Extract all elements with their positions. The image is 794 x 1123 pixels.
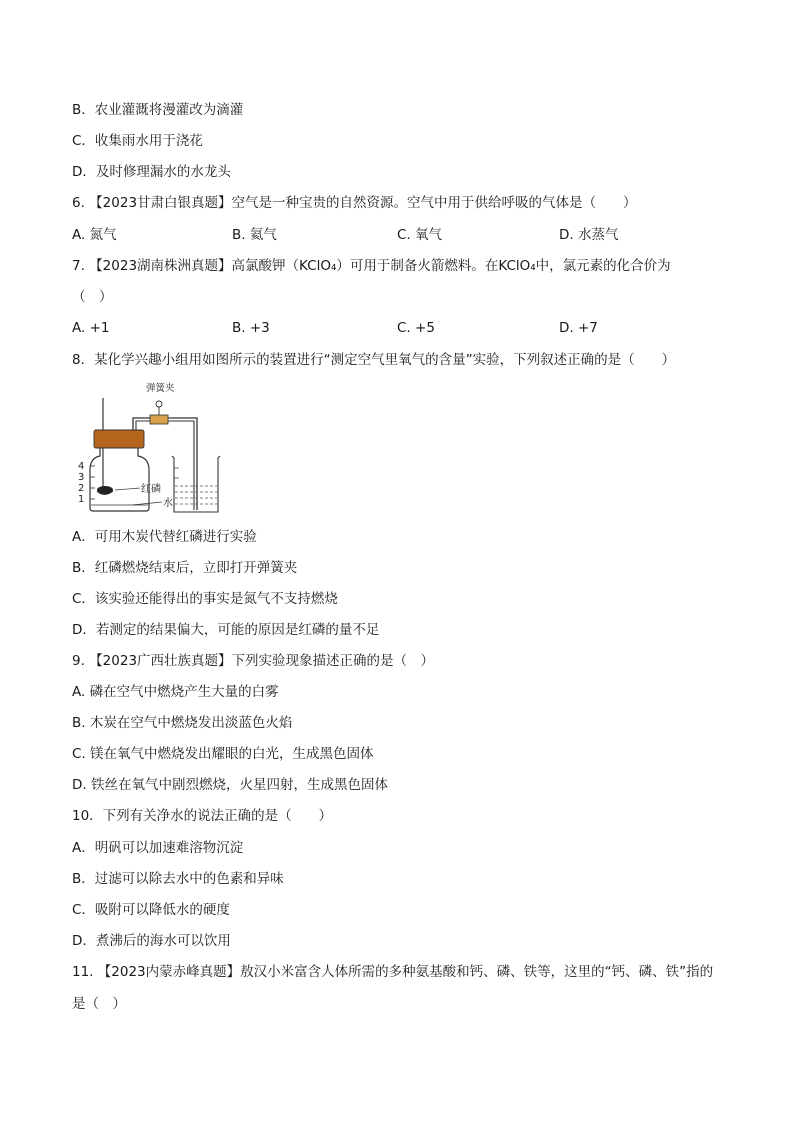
q10-stem: 10．下列有关净水的说法正确的是（ ）	[72, 808, 333, 824]
q8-option-b: B．红磷燃烧结束后，立即打开弹簧夹	[72, 560, 298, 576]
q8-stem: 8．某化学兴趣小组用如图所示的装置进行“测定空气里氧气的含量”实验，下列叙述正确的是（ ）	[72, 352, 676, 368]
q7-option-b: B. +3	[232, 320, 270, 336]
q10-option-b: B．过滤可以除去水中的色素和异味	[72, 871, 284, 887]
q10-option-c: C．吸附可以降低水的硬度	[72, 902, 230, 918]
q6-stem: 6. 【2023甘肃白银真题】空气是一种宝贵的自然资源。空气中用于供给呼吸的气体是（ ）	[72, 195, 637, 211]
q9-option-d: D. 铁丝在氧气中剧烈燃烧，火星四射，生成黑色固体	[72, 777, 388, 793]
q8-option-a: A．可用木炭代替红磷进行实验	[72, 529, 257, 545]
q7-option-d: D. +7	[559, 320, 598, 336]
q9-option-c: C. 镁在氧气中燃烧发出耀眼的白光，生成黑色固体	[72, 746, 374, 762]
scale-mark-4: 4	[78, 461, 85, 472]
clamp-spring-icon	[156, 401, 162, 407]
red-phosphorus	[97, 486, 113, 494]
q9-option-b: B. 木炭在空气中燃烧发出淡蓝色火焰	[72, 715, 293, 731]
q5-option-d: D．及时修理漏水的水龙头	[72, 164, 231, 180]
spring-clamp	[150, 415, 168, 424]
clamp-label: 弹簧夹	[146, 383, 175, 394]
volume-scale	[78, 461, 95, 505]
q7-options	[72, 318, 732, 338]
q5-option-b: B．农业灌溉将漫灌改为滴灌	[72, 102, 244, 118]
q6-option-c: C. 氧气	[397, 227, 443, 243]
q11-stem: 11. 【2023内蒙赤峰真题】敖汉小米富含人体所需的多种氨基酸和钙、磷、铁等，这里的“钙、磷、铁”指的	[72, 964, 714, 980]
q6-option-a: A. 氮气	[72, 227, 117, 243]
scale-mark-2: 2	[78, 483, 85, 494]
beaker-water	[175, 486, 217, 504]
phosphorus-label: 红磷	[141, 484, 161, 495]
q6-options	[72, 225, 732, 245]
collecting-bottle	[90, 448, 149, 511]
q8-option-c: C．该实验还能得出的事实是氮气不支持燃烧	[72, 591, 338, 607]
q8-apparatus-figure	[72, 378, 232, 518]
q8-option-d: D．若测定的结果偏大，可能的原因是红磷的量不足	[72, 622, 380, 638]
scale-mark-1: 1	[78, 494, 85, 505]
connecting-tube-inner	[136, 421, 194, 510]
q10-option-d: D．煮沸后的海水可以饮用	[72, 933, 231, 949]
q11-stem-continued: 是（ ）	[72, 996, 126, 1012]
q5-option-c: C．收集雨水用于浇花	[72, 133, 203, 149]
q7-option-a: A. +1	[72, 320, 110, 336]
q6-option-d: D. 水蒸气	[559, 227, 619, 243]
q7-stem-continued: （ ）	[72, 289, 113, 305]
q7-option-c: C. +5	[397, 320, 435, 336]
q10-option-a: A．明矾可以加速难溶物沉淀	[72, 840, 244, 856]
rubber-stopper	[94, 430, 144, 448]
q6-option-b: B. 氦气	[232, 227, 277, 243]
scale-mark-3: 3	[78, 472, 85, 483]
q9-option-a: A. 磷在空气中燃烧产生大量的白雾	[72, 684, 279, 700]
q7-stem: 7. 【2023湖南株洲真题】高氯酸钾（KClO₄）可用于制备火箭燃料。在KClO₄中，氯元素的化合价为	[72, 258, 671, 274]
water-label: 水	[163, 498, 173, 509]
q9-stem: 9. 【2023广西壮族真题】下列实验现象描述正确的是（ ）	[72, 653, 435, 669]
